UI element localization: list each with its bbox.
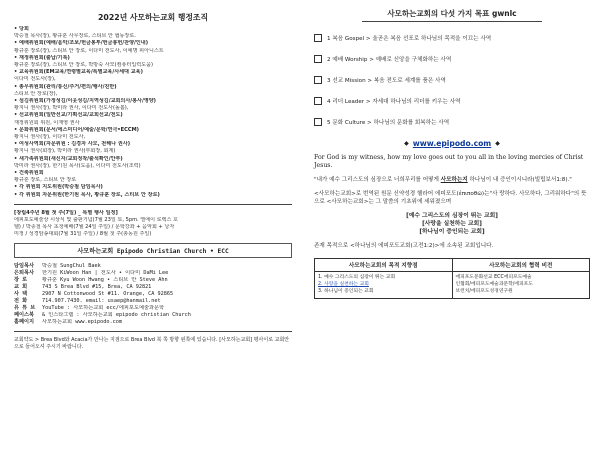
goal-text: 2 예배 Worship > 예배로 신앙을 구체화하는 사역 (327, 57, 452, 63)
org-line: • 문화위원회(문서/에스미디어/예술/문학/연극•ECCM) (14, 126, 139, 133)
goal-text: 5 문화 Culture > 하나님의 문화를 회복하는 사역 (327, 120, 450, 126)
org-list (14, 26, 292, 199)
mission-tail: 존재 목적으로 <하나님의 에피포도교회(고전1:2)>에 소속된 교회입니다. (314, 243, 494, 249)
checkbox-icon (314, 97, 322, 105)
info-value: 한기원 KiWoon Han | 전도사 • 이다미 DaMi Lee (42, 269, 169, 276)
org-line: 황규훈 장로, 스티브 안 장로 (14, 177, 77, 184)
org-line: • 당회 (14, 26, 29, 32)
info-value: 743 S Brea Blvd #15, Brea, CA 92821 (42, 283, 152, 290)
event-schedule (14, 210, 292, 239)
mission-line-1: [예수 그리스도의 심장이 뛰는 교회] (406, 213, 498, 219)
goal-item (314, 118, 590, 126)
goal-text: 3 선교 Mission > 복음 전도로 세계를 품은 사역 (327, 78, 446, 84)
info-key: 페이스북 (14, 311, 35, 318)
checkbox-icon (314, 76, 322, 84)
info-key: 유 튜 브 (14, 304, 36, 311)
mission-line-3: [하나님이 증인되는 교회] (419, 229, 485, 235)
info-key: 은퇴목사 (14, 269, 35, 276)
event-line: 텔) / 박종철 목사 초청예배(7월 24일 주일) / 문학강좌 + 음악회 + 낭자 (14, 224, 175, 231)
info-key: 홈페이지 (14, 318, 35, 325)
goal-item (314, 34, 590, 42)
org-line: 황규훈 장로(장), 스티브 안 장로, 이다미 전도사, 이예명 피아니스트 (14, 47, 164, 54)
vision-header: 사모하는교회의 협력 비전 (453, 259, 590, 272)
org-line: 황지니 권사(회장), 박미라 권사(부회장, 회계) (14, 148, 116, 155)
org-line: • 건축위원회 (14, 170, 44, 177)
org-line: 황지니 권사(장), 박미라 권사, 이다미 전도사(돌봄), (14, 105, 129, 112)
info-key: 전 화 (14, 297, 28, 304)
vision-item: 인협회/에피포도예술과문학/에피포도 (455, 282, 533, 287)
vision-item: 브런치/에피포도성경연구원 (455, 289, 513, 294)
info-row (14, 277, 292, 284)
info-row (14, 284, 292, 291)
org-line: 황지니 권사(장), 이다미 전도사, (14, 134, 86, 141)
event-line: [창립4주년 8월 첫 주(7일) _ 특별 행사 일정] (14, 209, 118, 216)
purpose-item: 1. 예수 그리스도의 심장이 뛰는 교회 (318, 275, 396, 280)
info-value: 714.907.7430. email: usaep@hanmail.net (42, 297, 161, 304)
info-value: 사모하는교회 www.epipodo.com (42, 318, 123, 325)
mission-block (314, 212, 590, 236)
church-info (14, 263, 292, 326)
goal-list (314, 34, 590, 126)
goal-text: 1 복음 Gospel > 울곧은 복음 선포로 하나님의 목적을 이끄는 사역 (327, 36, 492, 42)
checkbox-icon (314, 55, 322, 63)
event-line: 에피포도예술상 시상식 및 출판기념(7월 23일 토, 5pm. 엘에이 로렉스 호 (14, 217, 178, 224)
checkbox-icon (314, 118, 322, 126)
vision-column (452, 259, 590, 298)
org-line: 황규훈 장로(장), 스티브 안 장로, 박방숙 사모(컴퓨터입력도움) (14, 62, 153, 69)
verse-english: For God is my witness, how my love goes out to you all in the loving mercies of Christ Jesus. (314, 154, 584, 169)
org-title: 2022년 사모하는교회 행정조직 (98, 13, 208, 22)
verse-post: 하나님이 내 증인이시니라(빌립보서1:8)." (467, 177, 572, 183)
verse-pre: "내가 예수 그리스도의 심장으로 너희무리를 어떻게 (314, 177, 441, 183)
info-value: 2907 N Cottonwood St #11. Orange, CA 92865 (42, 290, 174, 297)
goals-header: 사모하는교회의 다섯 가지 목표 gwnlc (362, 8, 542, 22)
purpose-item: 3. 하나님이 증인되는 교회 (318, 289, 374, 294)
org-line: 스티브 안 장로(장), (14, 90, 58, 97)
goal-item (314, 76, 590, 84)
purpose-item: 2. 사랑을 실천하는 교회 (318, 282, 369, 287)
info-row (14, 319, 292, 326)
org-line: 박승철 목사(장), 황규훈 사무장로, 스티브 안 협동장로. (14, 33, 136, 40)
right-page (300, 0, 600, 464)
org-line: • 선교위원회(일반선교/기획선교/교회선교/전도) (14, 112, 123, 119)
org-line: • 각 위원회 지도위원(박승철 담임목사) (14, 184, 103, 191)
vision-list (453, 272, 590, 298)
website-banner (314, 139, 590, 148)
org-line: 이다미 전도사(장), (14, 76, 56, 83)
info-key: 장 로 (14, 276, 28, 283)
org-line: • 예배위원회(예배/음악/조보/헌금봉투/헌금봉헌/찬양/인내) (14, 40, 149, 47)
purpose-table (314, 258, 590, 299)
info-value: & 인스타그램 : 사모하는교회 epipodo christian Church (42, 311, 191, 318)
org-line: • 각 위원회 자문위원(한기원 목사, 황규훈 장로, 스티브 안 장로) (14, 191, 160, 198)
verse-korean (314, 176, 590, 184)
directions-note: 교회약도 > Brea Blvd와 Acacia가 만나는 지점으로 Brea Blvd 북 쪽 방향 왼쪽에 있습니다. [사모하는교회] 평사이로 교회안으로 들어오셔 주시기 바랍니다. (14, 336, 290, 350)
info-row (14, 263, 292, 270)
info-row (14, 305, 292, 312)
purpose-column (315, 259, 452, 298)
org-line: • 재정위원회(출납/기록) (14, 54, 70, 61)
org-line: • 새가족위원회(새신자/교회정착/출석확인/안부) (14, 155, 123, 162)
info-key: 사 택 (14, 290, 28, 297)
org-line: • 섬김위원회(가정성김/이웃성김/지역성김/교회의사/봉사/영양) (14, 98, 157, 105)
diamond-icon: ◆ (404, 140, 409, 147)
church-header: 사모하는교회 Epipodo Christian Church • ECC (14, 243, 292, 258)
verse-emphasis: 사모하는지 (440, 177, 468, 183)
info-value: 황규훈 Kyu Woon Hwang • 스티브 안 Steve Ahn (42, 276, 168, 283)
goal-item (314, 97, 590, 105)
info-row (14, 298, 292, 305)
org-line: 재정위원회 위원, 이재영 권사 (14, 119, 80, 126)
church-meaning: <사모하는교회>로 번역된 원문 신약성경 헬라어 에피포도(ἐπιποθῶ)는"사 랑하다. 사모하다, 그리워하다"의 뜻으로 <사모하는교회>는 그 말씀의 기초위에 세워졌으며 (314, 191, 587, 205)
org-line: • 총무위원회(관리/통신/주거/편의/행사/친반) (14, 83, 117, 90)
org-line: 박미라 권사(장), 한기원 목사(도움), 이다미 전도사(조력) (14, 162, 141, 169)
purpose-list (315, 272, 452, 298)
info-key: 담임목사 (14, 262, 35, 269)
goal-text: 4 리더 Leader > 자세대 하나님의 리더를 키우는 사역 (327, 99, 461, 105)
mission-line-2: [사랑을 실천하는 교회] (422, 221, 482, 227)
vision-item: 에피포도문화선교 ECC에피포도예술 (455, 275, 532, 280)
goal-item (314, 55, 590, 63)
info-row (14, 312, 292, 319)
diamond-icon: ◆ (495, 140, 500, 147)
org-line: • 교육위원회(EM교육/연령별교육/특별교육/사세대 교육) (14, 69, 143, 76)
checkbox-icon (314, 34, 322, 42)
org-line: • 여성사역회(자문위원 : 김경자 사모, 천해나 권사) (14, 141, 131, 148)
info-value: YouTube : 사모하는교회 ecc/에피포도예술과문학 (42, 304, 165, 311)
info-row (14, 270, 292, 277)
info-value: 박승철 SungChul Baek (42, 262, 101, 269)
purpose-header: 사모하는교회의 목적 지향점 (315, 259, 452, 272)
event-line: 미정 / 성경암송대회(7월 31일 주일) / 8월 첫 주(총동원 주일) (14, 231, 152, 238)
divider (14, 204, 292, 205)
website-link[interactable]: www.epipodo.com (412, 139, 492, 148)
divider (14, 331, 292, 332)
info-row (14, 291, 292, 298)
info-key: 교 회 (14, 283, 28, 290)
